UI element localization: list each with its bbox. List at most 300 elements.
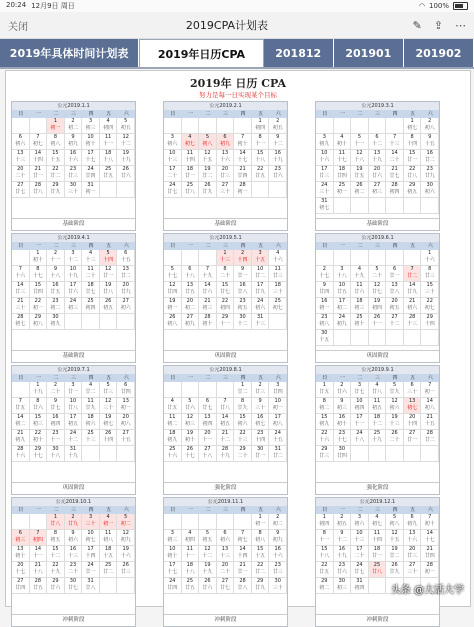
day-cell: [421, 382, 439, 398]
day-cell: [421, 430, 439, 446]
lunar-date: 十三: [67, 553, 78, 559]
stage-label: 强化阶段: [164, 482, 287, 494]
day-number: 25: [186, 578, 194, 584]
day-cell: [30, 298, 48, 314]
lunar-date: 二十: [237, 453, 248, 459]
day-number: 22: [52, 562, 59, 568]
month-title: 公元2019.12.1: [316, 498, 439, 506]
lunar-date: 初二: [184, 305, 195, 311]
lunar-date: 廿一: [237, 569, 248, 575]
day-cell: [404, 446, 422, 462]
day-cell: [334, 118, 352, 134]
day-cell: [421, 530, 439, 546]
lunar-date: 初一: [237, 189, 248, 195]
day-cell: [164, 414, 182, 430]
weekday-header: [12, 110, 135, 118]
day-cell: [269, 282, 287, 298]
day-number: 23: [256, 430, 264, 436]
lunar-date: 廿三: [407, 553, 418, 559]
day-cell: [404, 382, 422, 398]
day-number: 10: [274, 398, 281, 404]
lunar-date: 十四: [103, 437, 114, 443]
lunar-date: 十八: [103, 157, 114, 163]
day-number: 18: [104, 546, 112, 552]
month-calendar: [315, 101, 440, 231]
day-number: 5: [375, 266, 379, 272]
lunar-date: 二十: [354, 553, 365, 559]
lunar-date: 十六: [15, 453, 26, 459]
lunar-date: 初一: [255, 521, 266, 527]
day-cell: [316, 330, 334, 346]
day-number: 6: [205, 398, 210, 404]
lunar-date: 初九: [184, 321, 195, 327]
day-cell: [100, 182, 118, 198]
month-title: 公元2019.5.1: [164, 234, 287, 242]
day-cell: [369, 118, 387, 134]
lunar-date: 廿八: [389, 289, 400, 295]
lunar-date: 十三: [389, 141, 400, 147]
day-cell: [269, 150, 287, 166]
day-cell: [252, 562, 270, 578]
day-number: 24: [87, 166, 94, 172]
day-number: 27: [204, 446, 211, 452]
lunar-date: 十四: [237, 553, 248, 559]
lunar-date: 初二: [319, 405, 330, 411]
day-number: 22: [239, 430, 246, 436]
lunar-date: 十一: [50, 257, 61, 263]
day-cell: [217, 578, 235, 594]
month-title: 公元2019.4.1: [12, 234, 135, 242]
day-cell: [404, 266, 422, 282]
day-number: 17: [69, 282, 77, 288]
day-number: 15: [408, 150, 416, 156]
lunar-date: 初二: [67, 125, 78, 131]
day-number: 19: [104, 282, 112, 288]
tab-3[interactable]: 201901: [334, 39, 404, 67]
day-cell: [386, 198, 404, 214]
day-cell: [12, 134, 30, 150]
day-number: 15: [34, 282, 42, 288]
day-cell: [269, 266, 287, 282]
day-cell: [316, 150, 334, 166]
lunar-date: 十九: [120, 157, 131, 163]
day-cell: [421, 414, 439, 430]
lunar-date: 初八: [255, 537, 266, 543]
tab-0[interactable]: 2019年具体时间计划表: [0, 39, 139, 67]
lunar-date: 初九: [219, 141, 230, 147]
day-cell: [199, 414, 217, 430]
lunar-date: 初三: [167, 537, 178, 543]
day-number: 26: [104, 298, 112, 304]
lunar-date: 十五: [272, 437, 283, 443]
lunar-date: 廿四: [424, 553, 435, 559]
day-number: 10: [169, 546, 176, 552]
day-number: 17: [87, 546, 94, 552]
day-number: 5: [106, 250, 110, 256]
day-number: 29: [221, 314, 229, 320]
day-number: 19: [186, 430, 194, 436]
day-number: 26: [391, 430, 398, 436]
day-number: 12: [204, 150, 211, 156]
day-cell: [334, 182, 352, 198]
day-number: 28: [221, 446, 229, 452]
day-number: 10: [356, 530, 363, 536]
day-number: 3: [170, 134, 174, 140]
lunar-date: 初三: [85, 125, 96, 131]
day-cell: [369, 514, 387, 530]
day-number: 26: [204, 182, 211, 188]
weekday-label: 二: [205, 111, 211, 117]
day-number: 1: [322, 382, 326, 388]
lunar-date: 三十: [272, 289, 283, 295]
edit-icon[interactable]: ✎: [412, 18, 422, 32]
day-cell: [386, 530, 404, 546]
lunar-date: 三十: [103, 405, 114, 411]
day-cell: [65, 398, 83, 414]
day-number: 9: [340, 398, 344, 404]
day-cell: [47, 382, 65, 398]
day-cell: [30, 530, 48, 546]
day-number: 11: [274, 266, 281, 272]
day-cell: [30, 166, 48, 182]
day-number: 3: [340, 266, 344, 272]
day-number: 10: [69, 398, 77, 404]
day-number: 30: [69, 182, 77, 188]
day-cell: [12, 578, 30, 594]
weekday-label: 四: [88, 111, 94, 117]
day-cell: [334, 134, 352, 150]
stage-label: 基础阶段: [316, 218, 439, 230]
lunar-date: 十二: [219, 437, 230, 443]
lunar-date: 初七: [407, 125, 418, 131]
weekday-label: 一: [35, 375, 41, 381]
day-cell: [334, 514, 352, 530]
day-cell: [234, 562, 252, 578]
day-cell: [351, 562, 369, 578]
lunar-date: 初二: [50, 305, 61, 311]
lunar-date: 十一: [354, 141, 365, 147]
day-number: 20: [122, 414, 129, 420]
day-number: 5: [124, 118, 128, 124]
lunar-date: 十三: [15, 157, 26, 163]
lunar-date: 廿四: [272, 389, 283, 395]
lunar-date: 十九: [202, 273, 213, 279]
day-number: 4: [88, 250, 93, 256]
day-number: 12: [204, 546, 211, 552]
lunar-date: 初七: [255, 421, 266, 427]
day-number: 24: [321, 182, 328, 188]
day-cell: [47, 446, 65, 462]
day-number: 8: [240, 398, 245, 404]
day-number: 13: [221, 546, 229, 552]
day-number: 6: [188, 266, 192, 272]
day-number: 6: [18, 530, 22, 536]
lunar-date: 初七: [407, 405, 418, 411]
sheet-tabs: [0, 39, 474, 69]
lunar-date: 廿六: [202, 289, 213, 295]
lunar-date: 初六: [407, 305, 418, 311]
day-number: 26: [122, 166, 129, 172]
month-calendar: [163, 233, 288, 363]
lunar-date: 初四: [255, 125, 266, 131]
lunar-date: 十三: [85, 257, 96, 263]
day-cell: [65, 382, 83, 398]
month-calendar: [315, 233, 440, 363]
close-button[interactable]: 关闭: [8, 21, 28, 33]
lunar-date: 十六: [319, 157, 330, 163]
day-cell: [164, 398, 182, 414]
lunar-date: 初十: [354, 321, 365, 327]
more-icon[interactable]: ⋯: [455, 18, 466, 32]
day-cell: [82, 250, 100, 266]
tab-2[interactable]: 201812: [264, 39, 334, 67]
day-cell: [421, 446, 439, 462]
lunar-date: 廿三: [319, 453, 330, 459]
day-cell: [404, 546, 422, 562]
day-cell: [47, 546, 65, 562]
day-cell: [30, 250, 48, 266]
day-cell: [199, 530, 217, 546]
lunar-date: 初三: [354, 305, 365, 311]
day-cell: [82, 166, 100, 182]
day-cell: [164, 250, 182, 266]
day-number: 15: [34, 414, 42, 420]
day-cell: [404, 298, 422, 314]
weekday-label: 四: [240, 507, 246, 513]
lunar-date: 十五: [202, 157, 213, 163]
weekday-label: 三: [222, 111, 228, 117]
day-cell: [182, 430, 200, 446]
day-number: 17: [321, 166, 328, 172]
day-number: 8: [428, 266, 432, 272]
weekday-label: 四: [88, 243, 94, 249]
lunar-date: 十六: [319, 437, 330, 443]
day-cell: [199, 166, 217, 182]
day-cell: [404, 330, 422, 346]
day-number: 7: [392, 134, 397, 140]
month-calendar: [11, 365, 136, 495]
lunar-date: 廿九: [50, 189, 61, 195]
lunar-date: 初四: [354, 585, 365, 591]
day-cell: [100, 562, 118, 578]
day-number: 20: [221, 562, 229, 568]
day-number: 1: [53, 118, 58, 124]
lunar-date: 初七: [319, 205, 330, 211]
day-number: 31: [87, 182, 94, 188]
day-cell: [47, 266, 65, 282]
day-number: 5: [392, 382, 397, 388]
lunar-date: 廿二: [85, 389, 96, 395]
day-number: 30: [256, 446, 264, 452]
lunar-date: 十八: [184, 569, 195, 575]
day-cell: [199, 298, 217, 314]
day-number: 3: [170, 530, 174, 536]
day-number: 21: [426, 414, 433, 420]
lunar-date: 初八: [424, 405, 435, 411]
day-cell: [82, 134, 100, 150]
day-cell: [334, 314, 352, 330]
day-number: 14: [426, 530, 433, 536]
day-cell: [351, 546, 369, 562]
calendar-sheet: [5, 70, 471, 623]
day-number: 5: [205, 530, 210, 536]
day-number: 26: [373, 314, 381, 320]
lunar-date: 十二: [371, 141, 382, 147]
day-cell: [369, 166, 387, 182]
weekday-label: 二: [53, 243, 59, 249]
day-cell: [217, 298, 235, 314]
day-cell: [199, 578, 217, 594]
lunar-date: 二十: [15, 173, 26, 179]
day-cell: [182, 182, 200, 198]
day-cell: [164, 514, 182, 530]
day-cell: [269, 382, 287, 398]
day-number: 9: [71, 134, 75, 140]
day-cell: [351, 282, 369, 298]
day-cell: [269, 182, 287, 198]
day-cell: [316, 546, 334, 562]
lunar-date: 廿一: [407, 157, 418, 163]
lunar-date: 廿四: [237, 173, 248, 179]
day-cell: [404, 166, 422, 182]
tab-1[interactable]: 2019年日历CPA: [139, 39, 263, 67]
day-number: 12: [122, 134, 129, 140]
day-number: 18: [338, 166, 346, 172]
day-number: 9: [428, 134, 432, 140]
lunar-date: 初五: [389, 305, 400, 311]
day-number: 29: [426, 314, 433, 320]
day-number: 18: [104, 150, 112, 156]
weekday-label: 五: [258, 375, 264, 381]
lunar-date: 廿三: [272, 569, 283, 575]
share-icon[interactable]: ⇪: [433, 18, 443, 32]
day-number: 1: [428, 250, 432, 256]
weekday-label: 一: [187, 111, 193, 117]
weekday-label: 五: [410, 507, 416, 513]
day-number: 9: [276, 530, 280, 536]
lunar-date: 初七: [85, 537, 96, 543]
weekday-label: 三: [222, 507, 228, 513]
day-number: 25: [87, 430, 94, 436]
lunar-date: 十一: [255, 141, 266, 147]
weekday-header: [316, 374, 439, 382]
lunar-date: 初四: [202, 421, 213, 427]
day-cell: [369, 182, 387, 198]
lunar-date: 十四: [255, 437, 266, 443]
lunar-date: 初八: [319, 321, 330, 327]
day-number: 4: [375, 382, 379, 388]
day-number: 22: [256, 166, 264, 172]
day-number: 15: [256, 546, 264, 552]
day-cell: [182, 514, 200, 530]
day-number: 1: [223, 250, 227, 256]
lunar-date: 初二: [120, 521, 131, 527]
day-cell: [369, 530, 387, 546]
day-cell: [386, 282, 404, 298]
day-cell: [351, 266, 369, 282]
day-number: 8: [36, 398, 40, 404]
lunar-date: 十三: [219, 553, 230, 559]
day-cell: [30, 546, 48, 562]
day-number: 17: [338, 298, 346, 304]
day-cell: [47, 250, 65, 266]
lunar-date: 十二: [272, 141, 283, 147]
day-cell: [269, 250, 287, 266]
lunar-date: 廿二: [237, 389, 248, 395]
day-cell: [12, 562, 30, 578]
day-number: 25: [373, 562, 381, 568]
day-cell: [82, 266, 100, 282]
day-cell: [82, 578, 100, 594]
day-cell: [369, 134, 387, 150]
day-cell: [12, 530, 30, 546]
stage-label: 基础阶段: [164, 218, 287, 230]
weekday-label: 四: [240, 375, 246, 381]
day-number: 13: [122, 398, 129, 404]
day-cell: [234, 430, 252, 446]
day-cell: [234, 266, 252, 282]
lunar-date: 十九: [67, 273, 78, 279]
weekday-label: 五: [106, 111, 112, 117]
day-cell: [351, 118, 369, 134]
lunar-date: 廿五: [184, 289, 195, 295]
lunar-date: 初四: [319, 521, 330, 527]
lunar-date: 初九: [336, 321, 347, 327]
day-number: 13: [373, 150, 381, 156]
lunar-date: 十五: [103, 553, 114, 559]
day-cell: [30, 282, 48, 298]
lunar-date: 二十: [50, 389, 61, 395]
day-cell: [30, 382, 48, 398]
day-cell: [351, 250, 369, 266]
lunar-date: 十七: [32, 453, 43, 459]
day-number: 23: [274, 166, 281, 172]
day-number: 17: [356, 414, 363, 420]
day-cell: [117, 314, 135, 330]
day-cell: [269, 166, 287, 182]
day-cell: [30, 118, 48, 134]
day-grid: [12, 514, 135, 594]
lunar-date: 廿六: [354, 289, 365, 295]
day-cell: [199, 430, 217, 446]
lunar-date: 廿六: [32, 405, 43, 411]
day-cell: [65, 282, 83, 298]
weekday-label: 日: [18, 243, 24, 249]
lunar-date: 初四: [103, 125, 114, 131]
day-cell: [100, 446, 118, 462]
day-cell: [369, 546, 387, 562]
day-number: 22: [221, 298, 229, 304]
month-calendar: [11, 233, 136, 363]
lunar-date: 廿二: [255, 569, 266, 575]
day-cell: [117, 578, 135, 594]
lunar-date: 十六: [120, 553, 131, 559]
month-title: 公元2019.7.1: [12, 366, 135, 374]
lunar-date: 廿二: [50, 173, 61, 179]
lunar-date: 初五: [371, 405, 382, 411]
day-number: 18: [186, 166, 194, 172]
day-number: 20: [186, 298, 194, 304]
day-cell: [100, 134, 118, 150]
lunar-date: 十二: [67, 257, 78, 263]
lunar-date: 初一: [85, 189, 96, 195]
day-cell: [199, 266, 217, 282]
day-cell: [82, 282, 100, 298]
day-number: 12: [373, 282, 381, 288]
tab-4[interactable]: 201902: [404, 39, 474, 67]
lunar-date: 十五: [120, 437, 131, 443]
weekday-label: 四: [88, 375, 94, 381]
